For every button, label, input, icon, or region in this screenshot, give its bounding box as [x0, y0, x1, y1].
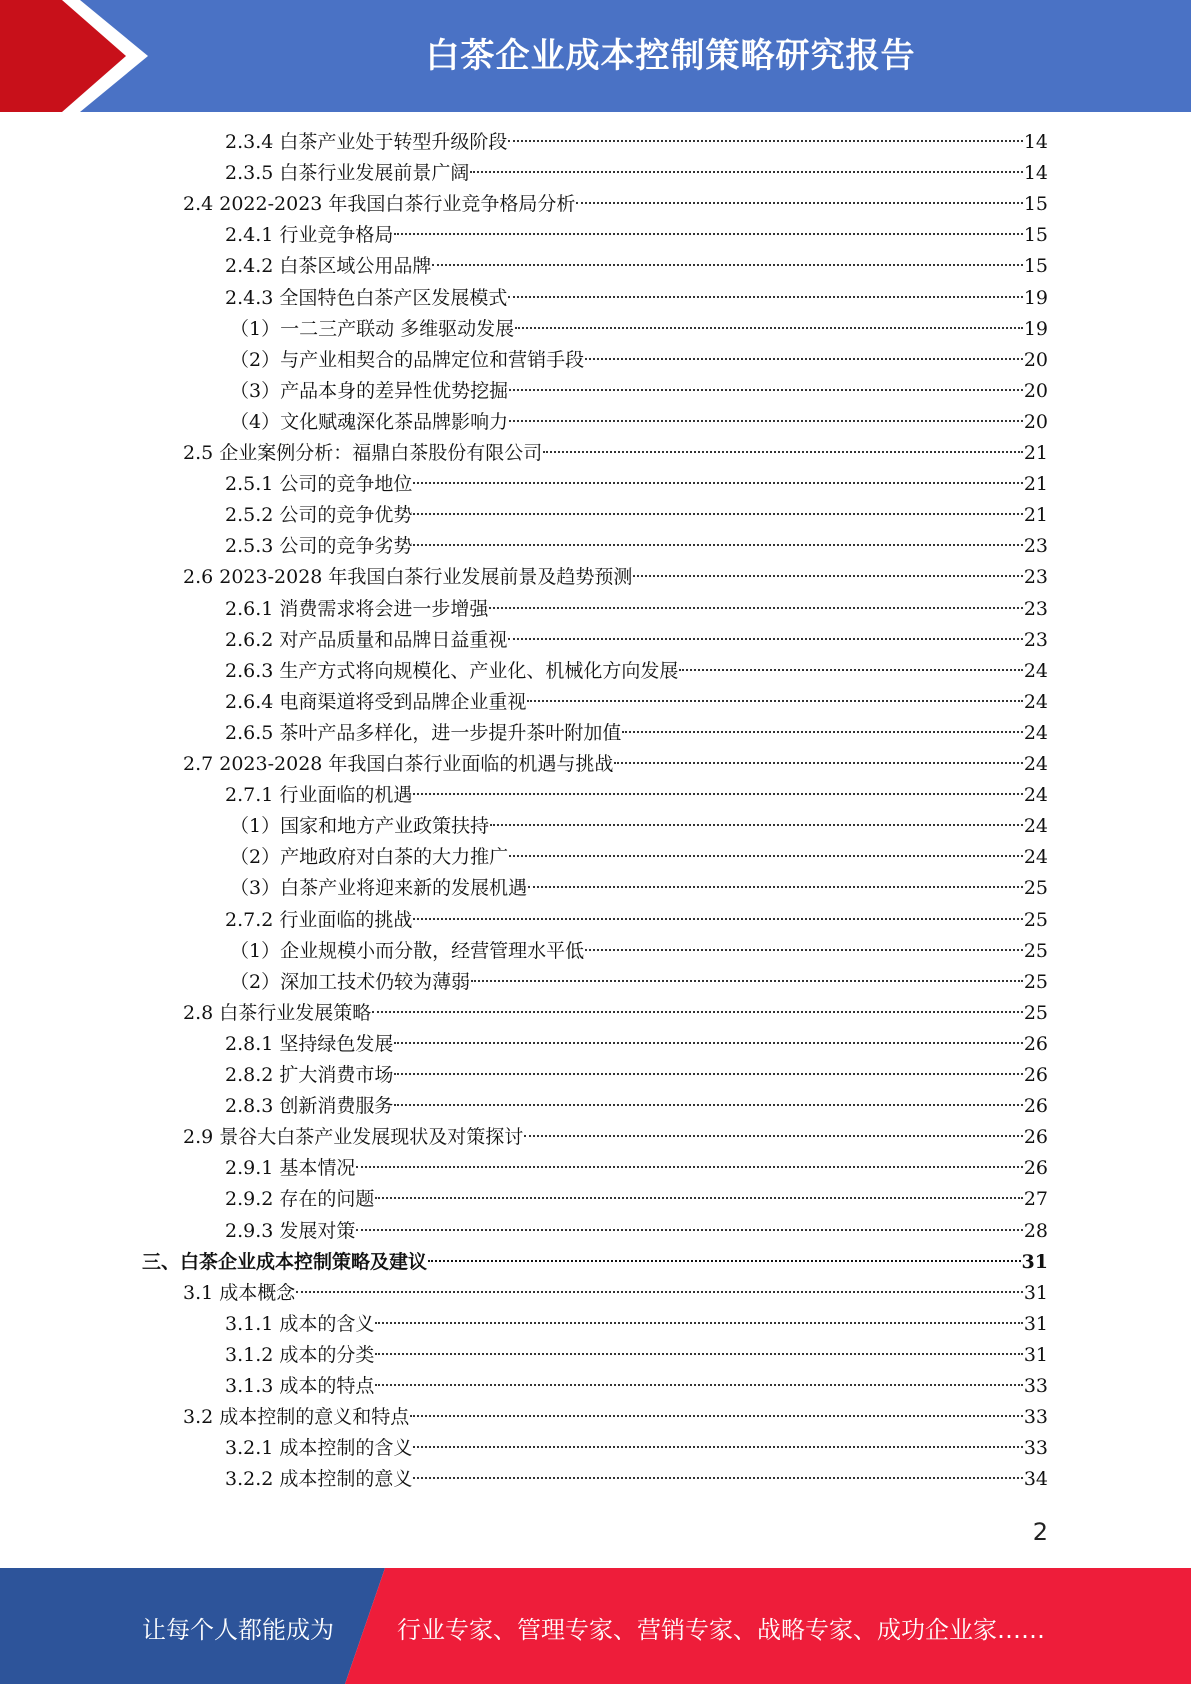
toc-entry-title: （1）企业规模小而分散，经营管理水平低 — [230, 939, 585, 962]
toc-dot-leader — [356, 1165, 1022, 1168]
toc-entry-title: 2.8.3 创新消费服务 — [225, 1095, 394, 1118]
toc-entry-title: 3.1.3 成本的特点 — [225, 1375, 375, 1397]
toc-dot-leader — [576, 201, 1022, 204]
toc-entry[interactable] — [225, 905, 1048, 935]
toc-entry-title: 2.6.1 消费需求将会进一步增强 — [225, 597, 489, 620]
toc-dot-leader — [585, 948, 1023, 951]
toc-entry-page: 24 — [1023, 721, 1048, 744]
toc-dot-leader — [585, 357, 1023, 360]
toc-entry[interactable] — [225, 625, 1048, 655]
toc-entry[interactable] — [183, 1122, 1048, 1152]
toc-entry-title: 3.2.2 成本控制的意义 — [225, 1468, 413, 1491]
toc-entry-title: 2.4 2022-2023 年我国白茶行业竞争格局分析 — [183, 193, 576, 216]
toc-entry[interactable] — [225, 1216, 1048, 1246]
toc-entry[interactable] — [225, 127, 1048, 157]
toc-entry-title: 2.5.2 公司的竞争优势 — [225, 504, 413, 527]
toc-entry-title: 2.9 景谷大白茶产业发展现状及对策探讨 — [183, 1126, 524, 1149]
toc-entry-title: 2.8.1 坚持绿色发展 — [225, 1032, 394, 1055]
toc-dot-leader — [413, 543, 1022, 546]
toc-entry-page: 24 — [1023, 784, 1048, 807]
toc-entry-title: 2.9.1 基本情况 — [225, 1157, 356, 1180]
toc-entry[interactable] — [225, 1153, 1048, 1183]
toc-entry-page: 26 — [1023, 1064, 1048, 1086]
toc-entry[interactable] — [225, 283, 1048, 313]
toc-entry-page: 31 — [1023, 1281, 1048, 1304]
toc-entry-title: 2.6 2023-2028 年我国白茶行业发展前景及趋势预测 — [183, 566, 633, 589]
toc-dot-leader — [509, 419, 1023, 422]
toc-entry[interactable] — [183, 998, 1048, 1028]
toc-dot-leader — [356, 1228, 1022, 1231]
toc-entry-title: 2.6.2 对产品质量和品牌日益重视 — [225, 628, 508, 651]
toc-entry-page: 15 — [1023, 255, 1048, 278]
toc-entry-title: 2.8 白茶行业发展策略 — [183, 1001, 372, 1024]
toc-entry-page: 19 — [1023, 317, 1048, 340]
toc-entry-title: 3.2 成本控制的意义和特点 — [183, 1406, 410, 1429]
toc-entry-page: 24 — [1023, 846, 1048, 869]
toc-entry-title: 三、白茶企业成本控制策略及建议 — [142, 1250, 428, 1273]
toc-dot-leader — [375, 1383, 1022, 1386]
toc-entry[interactable] — [230, 936, 1048, 966]
toc-entry[interactable] — [225, 220, 1048, 250]
toc-dot-leader — [296, 1290, 1023, 1293]
toc-entry[interactable] — [225, 1184, 1048, 1214]
toc-entry-title: 2.4.2 白茶区域公用品牌 — [225, 255, 432, 278]
toc-dot-leader — [614, 761, 1022, 764]
toc-entry[interactable] — [183, 749, 1048, 779]
toc-dot-leader — [375, 1352, 1022, 1355]
toc-entry-title: 2.7.1 行业面临的机遇 — [225, 784, 413, 807]
toc-entry-page: 25 — [1023, 970, 1048, 993]
toc-entry[interactable] — [230, 376, 1048, 406]
toc-entry-page: 25 — [1023, 1001, 1048, 1024]
toc-entry-page: 31 — [1023, 1312, 1048, 1335]
toc-dot-leader — [508, 295, 1022, 298]
toc-entry[interactable] — [230, 407, 1048, 437]
toc-entry-title: （1）国家和地方产业政策扶持 — [230, 815, 490, 838]
toc-dot-leader — [413, 1445, 1022, 1448]
toc-entry-page: 26 — [1023, 1157, 1048, 1180]
toc-entry[interactable] — [225, 500, 1048, 530]
toc-entry-page: 23 — [1023, 535, 1048, 558]
toc-entry-title: 2.3.5 白茶行业发展前景广阔 — [225, 162, 470, 185]
footer-roles: 行业专家、管理专家、营销专家、战略专家、成功企业家…… — [397, 1616, 1045, 1644]
toc-entry-page: 21 — [1023, 442, 1048, 464]
toc-entry-page: 19 — [1023, 286, 1048, 309]
toc-entry-title: 3.1.2 成本的分类 — [225, 1343, 375, 1366]
toc-dot-leader — [432, 263, 1022, 266]
toc-entry[interactable] — [225, 251, 1048, 281]
toc-entry[interactable] — [230, 314, 1048, 344]
toc-entry[interactable] — [225, 1371, 1048, 1401]
toc-entry-title: 3.1.1 成本的含义 — [225, 1312, 375, 1335]
toc-dot-leader — [527, 699, 1022, 702]
toc-entry[interactable] — [225, 780, 1048, 810]
toc-entry-title: 2.8.2 扩大消费市场 — [225, 1064, 394, 1086]
toc-entry[interactable] — [225, 594, 1048, 624]
toc-entry[interactable] — [183, 562, 1048, 592]
toc-entry[interactable] — [225, 1433, 1048, 1463]
toc-entry-title: 2.5 企业案例分析：福鼎白茶股份有限公司 — [183, 442, 543, 464]
toc-entry-page: 26 — [1023, 1126, 1048, 1149]
toc-dot-leader — [515, 326, 1023, 329]
toc-entry-page: 15 — [1023, 193, 1048, 216]
toc-entry-page: 33 — [1023, 1406, 1048, 1429]
toc-entry[interactable] — [230, 811, 1048, 841]
toc-dot-leader — [394, 232, 1022, 235]
toc-entry-title: 3.1 成本概念 — [183, 1281, 296, 1304]
toc-entry-title: 2.5.3 公司的竞争劣势 — [225, 535, 413, 558]
toc-entry-title: 2.9.3 发展对策 — [225, 1219, 356, 1242]
toc-entry[interactable] — [183, 438, 1048, 468]
toc-entry[interactable] — [225, 1029, 1048, 1059]
toc-entry-page: 23 — [1023, 597, 1048, 620]
page-footer — [0, 1568, 1191, 1684]
toc-entry-title: 2.5.1 公司的竞争地位 — [225, 473, 413, 496]
toc-dot-leader — [394, 1103, 1022, 1106]
toc-entry-page: 25 — [1023, 877, 1048, 900]
page-header — [0, 0, 1191, 112]
toc-entry[interactable] — [183, 189, 1048, 219]
toc-entry-page: 24 — [1023, 659, 1048, 682]
toc-entry[interactable] — [225, 531, 1048, 561]
toc-dot-leader — [489, 606, 1022, 609]
toc-dot-leader — [394, 1072, 1022, 1075]
toc-entry-page: 31 — [1023, 1343, 1048, 1366]
toc-entry[interactable] — [183, 1278, 1048, 1308]
toc-entry[interactable] — [225, 469, 1048, 499]
toc-entry[interactable] — [225, 718, 1048, 748]
toc-entry-title: 2.6.4 电商渠道将受到品牌企业重视 — [225, 690, 527, 713]
toc-entry-title: （2）产地政府对白茶的大力推广 — [230, 846, 509, 869]
toc-dot-leader — [413, 481, 1022, 484]
toc-entry-title: 3.2.1 成本控制的含义 — [225, 1437, 413, 1460]
toc-entry-title: （1）一二三产联动 多维驱动发展 — [230, 317, 515, 340]
toc-entry-page: 23 — [1023, 628, 1048, 651]
toc-dot-leader — [375, 1196, 1022, 1199]
toc-dot-leader — [543, 450, 1023, 453]
toc-dot-leader — [508, 139, 1022, 142]
toc-entry-page: 24 — [1023, 815, 1048, 838]
toc-dot-leader — [372, 1010, 1023, 1013]
toc-entry[interactable] — [225, 1309, 1048, 1339]
toc-dot-leader — [413, 917, 1022, 920]
toc-entry-title: 2.7 2023-2028 年我国白茶行业面临的机遇与挑战 — [183, 753, 614, 775]
toc-dot-leader — [509, 388, 1023, 391]
toc-entry-title: 2.6.3 生产方式将向规模化、产业化、机械化方向发展 — [225, 659, 679, 682]
toc-entry-title: 2.3.4 白茶产业处于转型升级阶段 — [225, 131, 508, 153]
toc-entry-title: （3）产品本身的差异性优势挖掘 — [230, 379, 509, 402]
toc-entry[interactable] — [225, 656, 1048, 686]
toc-dot-leader — [509, 854, 1023, 857]
toc-entry-page: 26 — [1023, 1095, 1048, 1118]
toc-dot-leader — [413, 1476, 1022, 1479]
toc-entry-page: 21 — [1023, 473, 1048, 496]
toc-entry-page: 33 — [1023, 1437, 1048, 1460]
toc-dot-leader — [375, 1321, 1022, 1324]
toc-entry-title: （3）白茶产业将迎来新的发展机遇 — [230, 877, 528, 900]
toc-entry-title: 2.9.2 存在的问题 — [225, 1188, 375, 1211]
toc-entry-page: 24 — [1023, 690, 1048, 713]
toc-entry-page: 25 — [1023, 908, 1048, 931]
report-title: 白茶企业成本控制策略研究报告 — [425, 36, 916, 76]
toc-entry-page: 14 — [1023, 162, 1048, 185]
toc-entry-page: 27 — [1023, 1188, 1048, 1211]
toc-entry-page: 34 — [1023, 1468, 1048, 1491]
toc-entry-page: 25 — [1023, 939, 1048, 962]
toc-entry-page: 14 — [1023, 131, 1048, 153]
toc-entry-page: 23 — [1023, 566, 1048, 589]
toc-dot-leader — [528, 885, 1023, 888]
toc-dot-leader — [622, 730, 1022, 733]
toc-dot-leader — [394, 1041, 1022, 1044]
toc-entry[interactable] — [142, 1247, 1048, 1277]
toc-dot-leader — [679, 668, 1022, 671]
toc-entry[interactable] — [230, 873, 1048, 903]
toc-entry-title: （4）文化赋魂深化茶品牌影响力 — [230, 410, 509, 433]
toc-dot-leader — [428, 1259, 1021, 1262]
toc-entry-page: 15 — [1023, 224, 1048, 247]
toc-entry[interactable] — [225, 1091, 1048, 1121]
toc-dot-leader — [413, 512, 1022, 515]
toc-entry-title: 2.4.3 全国特色白茶产区发展模式 — [225, 286, 508, 309]
toc-dot-leader — [490, 823, 1023, 826]
toc-dot-leader — [471, 979, 1023, 982]
toc-entry-page: 20 — [1023, 379, 1048, 402]
toc-entry-page: 24 — [1023, 753, 1048, 775]
toc-entry[interactable] — [225, 687, 1048, 717]
toc-entry-title: （2）深加工技术仍较为薄弱 — [230, 970, 471, 993]
toc-entry-page: 31 — [1021, 1250, 1048, 1273]
toc-dot-leader — [470, 170, 1022, 173]
toc-entry[interactable] — [225, 158, 1048, 188]
toc-entry-title: 2.6.5 茶叶产品多样化，进一步提升茶叶附加值 — [225, 721, 622, 744]
toc-entry[interactable] — [230, 345, 1048, 375]
toc-entry[interactable] — [225, 1340, 1048, 1370]
toc-dot-leader — [413, 792, 1022, 795]
toc-entry-title: 2.7.2 行业面临的挑战 — [225, 908, 413, 931]
toc-dot-leader — [508, 637, 1022, 640]
page-number: 2 — [1032, 1518, 1048, 1546]
toc-entry-title: （2）与产业相契合的品牌定位和营销手段 — [230, 348, 585, 371]
toc-entry[interactable] — [225, 1060, 1048, 1090]
toc-entry[interactable] — [225, 1464, 1048, 1494]
toc-dot-leader — [410, 1414, 1023, 1417]
toc-entry-page: 33 — [1023, 1375, 1048, 1397]
toc-entry-page: 21 — [1023, 504, 1048, 527]
toc-dot-leader — [524, 1134, 1023, 1137]
toc-entry-page: 26 — [1023, 1032, 1048, 1055]
toc-entry-page: 28 — [1023, 1219, 1048, 1242]
toc-dot-leader — [633, 574, 1022, 577]
footer-slogan: 让每个人都能成为 — [142, 1616, 334, 1644]
toc-entry-title: 2.4.1 行业竞争格局 — [225, 224, 394, 247]
toc-entry[interactable] — [230, 842, 1048, 872]
toc-entry-page: 20 — [1023, 348, 1048, 371]
toc-entry[interactable] — [230, 967, 1048, 997]
toc-entry-page: 20 — [1023, 410, 1048, 433]
toc-entry[interactable] — [183, 1402, 1048, 1432]
